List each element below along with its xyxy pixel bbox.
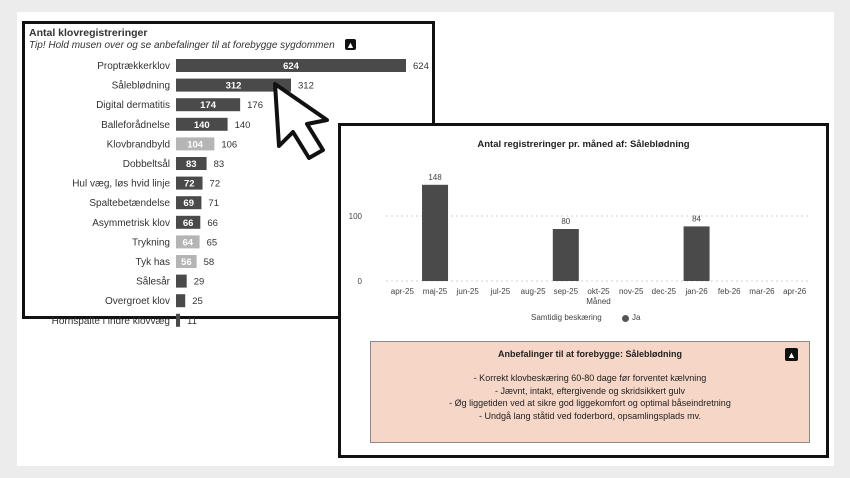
bar-value-label: 11 [187, 315, 197, 327]
bar-inner-label: 624 [283, 61, 299, 72]
bar-value-label: 84 [692, 214, 702, 224]
x-tick-label: jun-25 [456, 287, 479, 296]
recommendations-box [370, 341, 810, 443]
bar [684, 226, 710, 281]
category-label: Hul væg, løs hvid linje [72, 178, 170, 190]
x-tick-label: jul-25 [490, 287, 511, 296]
category-label: Klovbrandbyld [106, 139, 170, 151]
category-label: Digital dermatitis [96, 100, 170, 112]
category-label: Tyk has [135, 257, 170, 268]
x-tick-label: aug-25 [520, 287, 546, 296]
category-label: Spaltebetændelse [89, 198, 170, 210]
bar-inner-label: 140 [193, 119, 210, 131]
bar-value-label: 148 [428, 172, 442, 182]
bar [422, 185, 448, 281]
recommendation-item: - Undgå lang ståtid ved foderbord, opsamlingsplads mv. [479, 410, 701, 421]
bar-value-label: 83 [213, 159, 225, 170]
y-tick-label: 0 [357, 277, 362, 286]
legend-title: Samtidig beskæring [531, 313, 602, 322]
bar-value-label: 29 [193, 276, 205, 288]
bar-value-label: 72 [209, 178, 221, 190]
bar-value-label: 176 [247, 100, 263, 112]
recommendation-item: - Øg liggetiden ved at sikre god liggekomfort og optimal båseindretning [449, 398, 731, 408]
monthly-registrations-chart [341, 151, 826, 336]
bar-inner-label: 83 [186, 159, 197, 170]
insights-icon[interactable]: ▲ [346, 39, 355, 50]
x-tick-label: feb-26 [717, 287, 741, 296]
recommendations-title: Anbefalinger til at forebygge: Såleblødning [497, 349, 682, 359]
recommendation-item: - Jævnt, intakt, eftergivende og skridsikkert gulv [494, 385, 686, 396]
category-label: Sålesår [136, 276, 170, 288]
x-tick-label: jan-26 [685, 287, 708, 296]
bar-value-label: 624 [413, 61, 429, 72]
x-tick-label: maj-25 [422, 287, 448, 296]
category-label: Såleblødning [111, 80, 170, 92]
category-label: Proptrækkerklov [97, 61, 170, 72]
x-tick-label: sep-25 [553, 287, 579, 296]
bar-inner-label: 56 [181, 257, 192, 268]
category-label: Balleforådnelse [101, 119, 170, 131]
bar-inner-label: 174 [200, 100, 216, 112]
panel-tip: Tip! Hold musen over og se anbefalinger til at forebygge sygdommen [29, 40, 335, 51]
bar-value-label: 312 [298, 80, 314, 92]
monthly-registrations-panel [338, 123, 829, 458]
bar-value-label: 58 [203, 257, 215, 268]
legend-marker[interactable] [622, 315, 629, 322]
category-label: Asymmetrisk klov [92, 217, 170, 229]
bar-inner-label: 69 [183, 198, 195, 210]
x-axis-title: Måned [586, 297, 611, 306]
category-label: Overgroet klov [104, 296, 170, 308]
x-tick-label: okt-25 [587, 287, 610, 296]
x-tick-label: dec-25 [651, 287, 677, 296]
bar [176, 294, 185, 307]
bar-value-label: 71 [208, 198, 220, 210]
bar-value-label: 66 [207, 217, 218, 229]
x-tick-label: nov-25 [618, 287, 644, 296]
category-label: Dobbeltsål [122, 159, 170, 170]
insights-icon[interactable]: ▲ [785, 348, 798, 361]
bar-value-label: 106 [221, 139, 238, 151]
bar-value-label: 25 [192, 296, 203, 308]
recommendation-item: - Korrekt klovbeskæring 60-80 dage før forventet kælvning [473, 373, 707, 383]
x-tick-label: apr-26 [783, 287, 807, 296]
bar-inner-label: 64 [182, 237, 194, 249]
x-tick-label: mar-26 [749, 287, 775, 296]
legend-item-ja[interactable]: Ja [632, 313, 641, 322]
bar-value-label: 80 [561, 217, 571, 226]
category-label: Trykning [132, 237, 170, 249]
y-tick-label: 100 [348, 212, 362, 221]
chart-title: Antal registreringer pr. måned af: Såleblødning [477, 139, 690, 150]
bar [176, 314, 180, 327]
x-tick-label: apr-25 [390, 287, 414, 296]
bar [176, 275, 187, 288]
panel-title: Antal klovregistreringer [29, 27, 148, 39]
bar-value-label: 140 [234, 119, 251, 131]
mouse-pointer-icon [263, 74, 343, 164]
recommendations-list [371, 372, 809, 422]
bar-inner-label: 72 [183, 178, 195, 190]
bar [553, 229, 579, 281]
bar-inner-label: 104 [187, 139, 204, 151]
bar-value-label: 65 [206, 237, 218, 249]
category-label: Hornspalte i indre klovvæg [51, 315, 170, 327]
bar-inner-label: 312 [225, 80, 242, 92]
bar-inner-label: 66 [182, 217, 194, 229]
